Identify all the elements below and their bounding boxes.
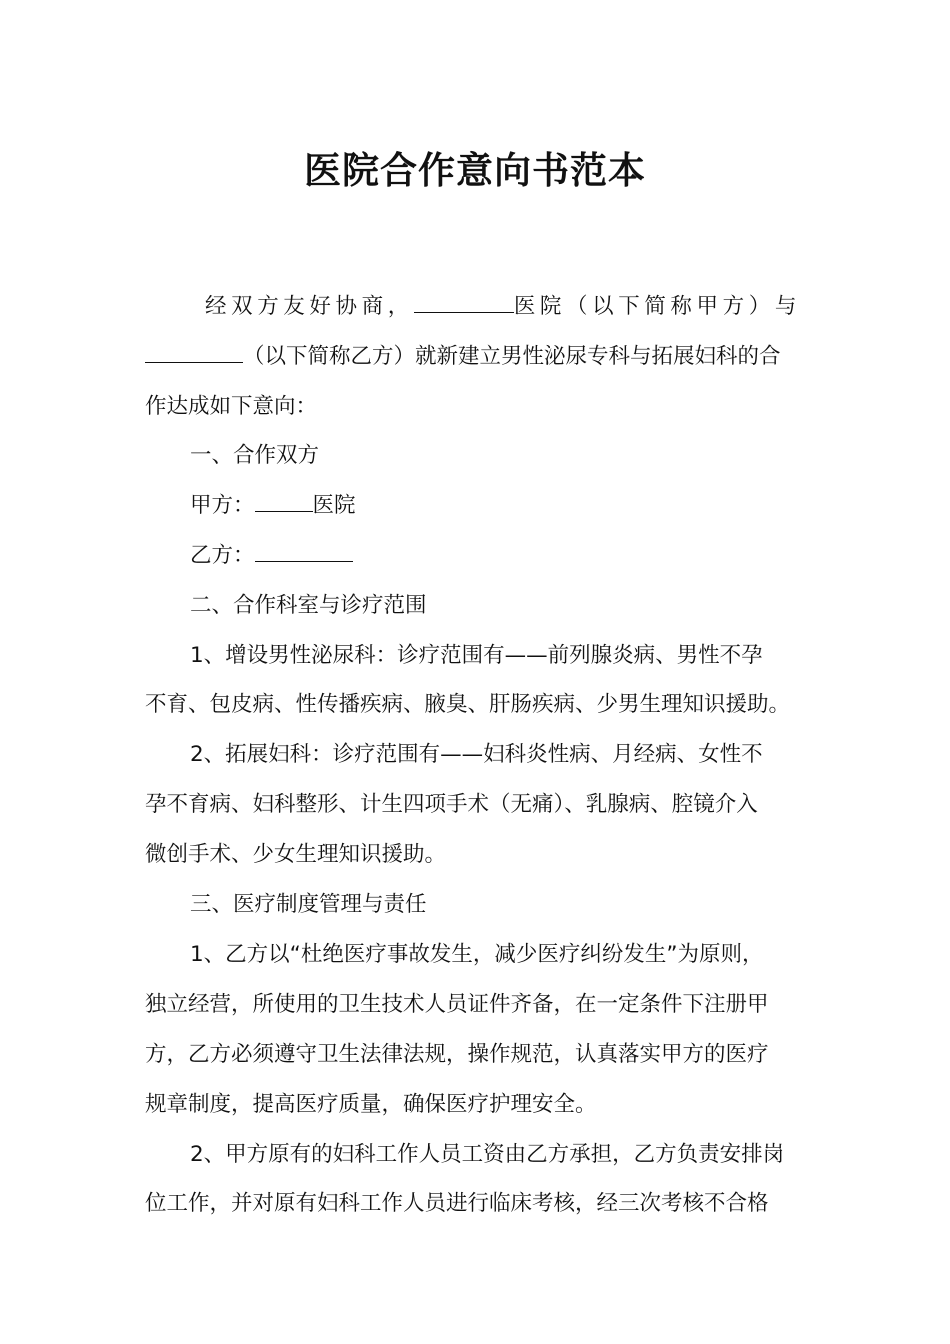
section2-item2-line2: 孕不育病、妇科整形、计生四项手术（无痛）、乳腺病、腔镜介入 bbox=[145, 792, 758, 817]
party-a-label: 甲方： bbox=[190, 493, 255, 518]
section3-heading: 三、医疗制度管理与责任 bbox=[190, 892, 427, 917]
section2-item2-line3: 微创手术、少女生理知识援助。 bbox=[145, 842, 447, 867]
section3-item1-line2: 独立经营，所使用的卫生技术人员证件齐备，在一定条件下注册甲 bbox=[145, 992, 769, 1017]
document-title: 医院合作意向书范本 bbox=[304, 149, 646, 192]
hospital-name-blank bbox=[414, 292, 514, 313]
party-a-line bbox=[190, 491, 855, 521]
party-b-line bbox=[190, 541, 855, 571]
section3-item1-line3: 方，乙方必须遵守卫生法律法规，操作规范，认真落实甲方的医疗 bbox=[145, 1042, 769, 1067]
party-a-blank bbox=[255, 491, 313, 512]
party-b-blank bbox=[255, 541, 353, 562]
intro-line-3: 作达成如下意向： bbox=[145, 394, 318, 419]
section3-item1-line1: 1、乙方以“杜绝医疗事故发生，减少医疗纠纷发生”为原则， bbox=[190, 942, 764, 967]
intro-text-c: （以下简称乙方）就新建立男性泌尿专科与拓展妇科的合 bbox=[243, 344, 781, 369]
intro-text-a: 经双方友好协商， bbox=[205, 294, 414, 319]
section2-heading: 二、合作科室与诊疗范围 bbox=[190, 593, 427, 618]
party-b-name-blank-intro bbox=[145, 342, 243, 363]
party-b-label: 乙方： bbox=[190, 543, 255, 568]
section1-heading: 一、合作双方 bbox=[190, 443, 320, 468]
intro-line-1 bbox=[205, 292, 870, 322]
intro-line-2 bbox=[145, 342, 810, 372]
section2-item1-line2: 不育、包皮病、性传播疾病、腋臭、肝肠疾病、少男生理知识援助。 bbox=[145, 692, 791, 717]
intro-text-b: 医院（以下简称甲方）与 bbox=[513, 294, 801, 319]
section3-item2-line2: 位工作，并对原有妇科工作人员进行临床考核，经三次考核不合格 bbox=[145, 1191, 769, 1216]
section2-item1-line1: 1、增设男性泌尿科：诊疗范围有——前列腺炎病、男性不孕 bbox=[190, 643, 763, 668]
section3-item2-line1: 2、甲方原有的妇科工作人员工资由乙方承担，乙方负责安排岗 bbox=[190, 1142, 785, 1167]
section2-item2-line1: 2、拓展妇科：诊疗范围有——妇科炎性病、月经病、女性不 bbox=[190, 742, 763, 767]
party-a-suffix: 医院 bbox=[312, 493, 356, 518]
section3-item1-line4: 规章制度，提高医疗质量，确保医疗护理安全。 bbox=[145, 1092, 597, 1117]
